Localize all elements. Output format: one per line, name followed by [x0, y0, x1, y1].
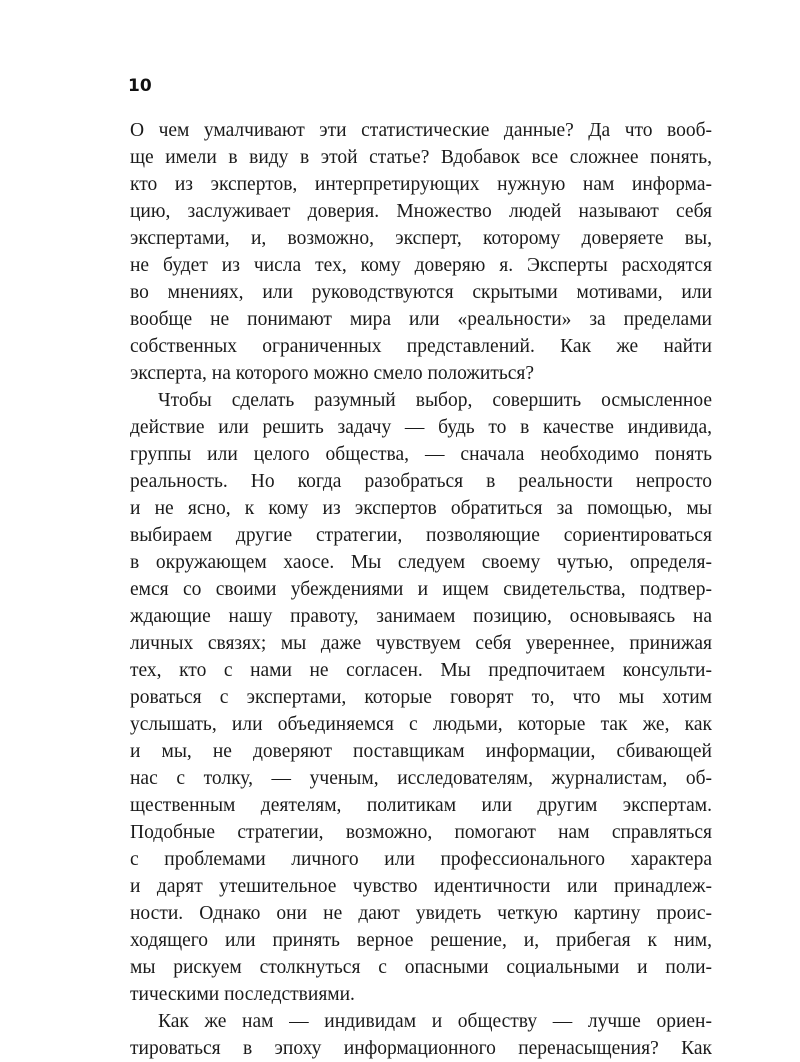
text-line: кто из экспертов, интерпретирующих нужную нам информа-: [130, 174, 712, 195]
text-line: цию, заслуживает доверия. Множество людей называют себя: [130, 201, 712, 222]
text-line: эксперта, на которого можно смело положиться?: [130, 363, 535, 384]
text-line: реальность. Но когда разобраться в реальности непросто: [130, 471, 712, 492]
text-line: Подобные стратегии, возможно, помогают нам справляться: [130, 822, 712, 843]
text-line: с проблемами личного или профессионального характера: [130, 849, 712, 870]
text-line: выбираем другие стратегии, позволяющие сориентироваться: [130, 525, 712, 546]
text-line: О чем умалчивают эти статистические данные? Да что вооб-: [130, 120, 712, 141]
text-line: и не ясно, к кому из экспертов обратиться за помощью, мы: [130, 498, 712, 519]
text-line: нас с толку, — ученым, исследователям, журналистам, об-: [130, 768, 712, 789]
text-line: в окружающем хаосе. Мы следуем своему чутью, определя-: [130, 552, 712, 573]
text-line: действие или решить задачу — будь то в качестве индивида,: [130, 417, 712, 438]
text-line: емся со своими убеждениями и ищем свидетельства, подтвер-: [130, 579, 712, 600]
text-line: группы или целого общества, — сначала необходимо понять: [130, 444, 712, 465]
text-line: ще имели в виду в этой статье? Вдобавок все сложнее понять,: [130, 147, 712, 168]
page-number: 10: [128, 76, 152, 96]
text-line: и дарят утешительное чувство идентичности или принадлеж-: [130, 876, 712, 897]
text-line: тическими последствиями.: [130, 984, 355, 1005]
text-line: роваться с экспертами, которые говорят то, что мы хотим: [130, 687, 712, 708]
text-line: и мы, не доверяют поставщикам информации, сбивающей: [130, 741, 712, 762]
text-line: тироваться в эпоху информационного перенасыщения? Как: [130, 1038, 712, 1059]
text-line: личных связях; мы даже чувствуем себя увереннее, принижая: [130, 633, 712, 654]
text-line: тех, кто с нами не согласен. Мы предпочитаем консульти-: [130, 660, 712, 681]
text-line: щественным деятелям, политикам или другим экспертам.: [130, 795, 712, 816]
text-line: услышать, или объединяемся с людьми, которые так же, как: [130, 714, 712, 735]
text-line: во мнениях, или руководствуются скрытыми мотивами, или: [130, 282, 712, 303]
text-line: ходящего или принять верное решение, и, прибегая к ним,: [130, 930, 712, 951]
body-text: [130, 117, 712, 1062]
text-line: Как же нам — индивидам и обществу — лучше ориен-: [158, 1011, 712, 1032]
text-line: не будет из числа тех, кому доверяю я. Эксперты расходятся: [130, 255, 712, 276]
text-line: собственных ограниченных представлений. Как же найти: [130, 336, 712, 357]
text-line: ждающие нашу правоту, занимаем позицию, основываясь на: [130, 606, 712, 627]
text-line: Чтобы сделать разумный выбор, совершить осмысленное: [158, 390, 712, 411]
text-line: ности. Однако они не дают увидеть четкую картину проис-: [130, 903, 712, 924]
text-line: вообще не понимают мира или «реальности» за пределами: [130, 309, 712, 330]
text-line: экспертами, и, возможно, эксперт, которому доверяете вы,: [130, 228, 712, 249]
text-line: мы рискуем столкнуться с опасными социальными и поли-: [130, 957, 712, 978]
